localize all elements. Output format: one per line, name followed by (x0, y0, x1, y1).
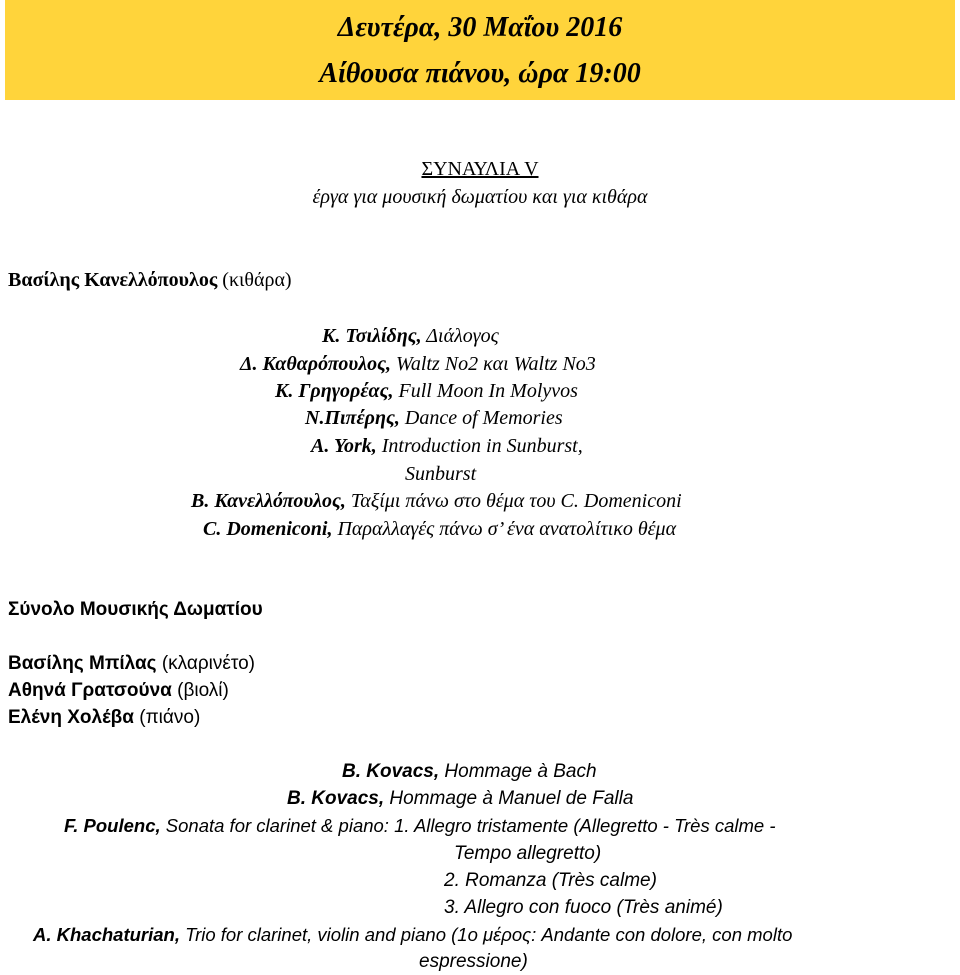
program-item: A. York, Introduction in Sunburst, (311, 435, 583, 457)
concert-title: ΣΥΝΑΥΛΙΑ V (421, 158, 539, 180)
program-item: Sunburst (405, 463, 477, 485)
program-item: F. Poulenc, Sonata for clarinet & piano: 1. Allegro tristamente (Allegretto - Très calme - (64, 815, 776, 836)
program-item: Tempo allegretto) (454, 843, 602, 864)
chamber-performer: Ελένη Χολέβα (πιάνο) (8, 707, 201, 728)
program-item: Β. Κανελλόπουλος, Ταξίμι πάνω στο θέμα του C. Domeniconi (191, 490, 682, 512)
program-item: 3. Allegro con fuoco (Très animé) (444, 897, 723, 918)
chamber-performer: Βασίλης Μπίλας (κλαρινέτο) (8, 653, 255, 674)
program-item: B. Kovacs, Hommage à Bach (342, 761, 597, 782)
program-item: Ν.Πιπέρης, Dance of Memories (305, 407, 563, 429)
guitar-performer (8, 268, 292, 292)
program-item: Δ. Καθαρόπουλος, Waltz No2 και Waltz No3 (240, 353, 596, 375)
program-item: 2. Romanza (Très calme) (444, 870, 657, 891)
program-item: Κ. Τσιλίδης, Διάλογος (322, 325, 499, 347)
concert-date: Δευτέρα, 30 Μαΐου 2016 (337, 12, 623, 43)
chamber-performer: Αθηνά Γρατσούνα (βιολί) (8, 680, 229, 701)
program-item: B. Kovacs, Hommage à Manuel de Falla (287, 788, 634, 809)
program-item: espressione) (419, 951, 528, 972)
program-item: A. Khachaturian, Trio for clarinet, violin and piano (1ο μέρος: Andante con dolore, con molto (33, 924, 793, 945)
performer-name: Βασίλης Κανελλόπουλος (8, 269, 218, 291)
concert-venue: Αίθουσα πιάνου, ώρα 19:00 (319, 58, 641, 89)
program-item: Κ. Γρηγορέας, Full Moon In Molyvos (275, 380, 578, 402)
performer-instrument: (κιθάρα) (222, 269, 292, 291)
program-item: C. Domeniconi, Παραλλαγές πάνω σ’ ένα ανατολίτικο θέμα (203, 518, 677, 540)
chamber-heading: Σύνολο Μουσικής Δωματίου (8, 599, 263, 620)
header-banner (5, 0, 955, 100)
concert-subtitle: έργα για μουσική δωματίου και για κιθάρα (312, 186, 648, 208)
